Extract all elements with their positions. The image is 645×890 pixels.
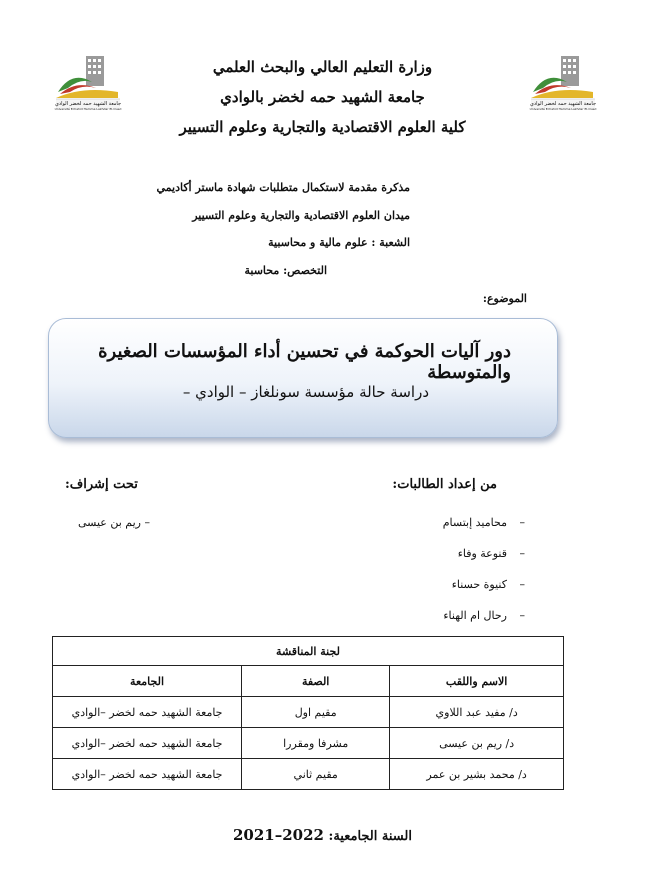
academic-year-label: السنة الجامعية: — [328, 829, 412, 844]
student-name: –محاميد إبتسام — [442, 516, 525, 529]
logo-caption: جامعة الشهيد حمه لخضر الوادي — [54, 101, 122, 107]
member-name: د/ ريم بن عيسى — [390, 728, 564, 759]
committee-header-row — [53, 666, 564, 697]
table-row — [53, 759, 564, 790]
member-university: جامعة الشهيد حمه لخضر –الوادي — [53, 728, 242, 759]
memo-line-degree: مذكرة مقدمة لاستكمال متطلبات شهادة ماستر أكاديمي — [156, 181, 410, 194]
subject-title-box — [48, 318, 558, 438]
committee-caption: لجنة المناقشة — [53, 637, 564, 666]
subject-label: الموضوع: — [482, 292, 527, 305]
member-university: جامعة الشهيد حمه لخضر –الوادي — [53, 759, 242, 790]
academic-year-value: 2021–2022 — [233, 826, 324, 844]
thesis-title: دور آليات الحوكمة في تحسين أداء المؤسسات الصغيرة والمتوسطة — [98, 341, 511, 383]
logo-caption-latin: Université Echahid Hamma Lakhdar El-Oued — [54, 107, 122, 111]
memo-line-field: ميدان العلوم الاقتصادية والتجارية وعلوم التسيير — [192, 209, 410, 222]
member-role: مشرفا ومقررا — [242, 728, 390, 759]
students-label: من إعداد الطالبات: — [392, 477, 497, 492]
logo-caption-latin: Université Echahid Hamma Lakhdar El-Oued — [529, 107, 597, 111]
memo-line-specialty: التخصص: محاسبة — [244, 264, 327, 277]
column-header-name: الاسم واللقب — [390, 666, 564, 697]
table-row — [53, 697, 564, 728]
logo-caption: جامعة الشهيد حمه لخضر الوادي — [529, 101, 597, 107]
supervisor-label: تحت إشراف: — [65, 477, 138, 492]
column-header-role: الصفة — [242, 666, 390, 697]
member-role: مقيم ثاني — [242, 759, 390, 790]
faculty-title: كلية العلوم الاقتصادية والتجارية وعلوم التسيير — [179, 118, 466, 136]
supervisor-name: – ريم بن عيسى — [78, 516, 150, 529]
member-role: مقيم اول — [242, 697, 390, 728]
university-title: جامعة الشهيد حمه لخضر بالوادي — [220, 88, 425, 106]
committee-caption-row — [53, 637, 564, 666]
ministry-title: وزارة التعليم العالي والبحث العلمي — [212, 58, 433, 76]
member-name: د/ مفيد عبد اللاوي — [390, 697, 564, 728]
thesis-subtitle: دراسة حالة مؤسسة سونلغاز – الوادي – — [182, 383, 429, 401]
student-name: –رحال ام الهناء — [443, 609, 525, 622]
student-name: –قنوعة وفاء — [457, 547, 525, 560]
member-university: جامعة الشهيد حمه لخضر –الوادي — [53, 697, 242, 728]
academic-year — [0, 826, 645, 844]
table-row — [53, 728, 564, 759]
committee-table — [52, 636, 564, 790]
memo-line-branch: الشعبة : علوم مالية و محاسبية — [268, 236, 410, 249]
student-name: –كنيوة حسناء — [451, 578, 525, 591]
column-header-university: الجامعة — [53, 666, 242, 697]
member-name: د/ محمد بشير بن عمر — [390, 759, 564, 790]
